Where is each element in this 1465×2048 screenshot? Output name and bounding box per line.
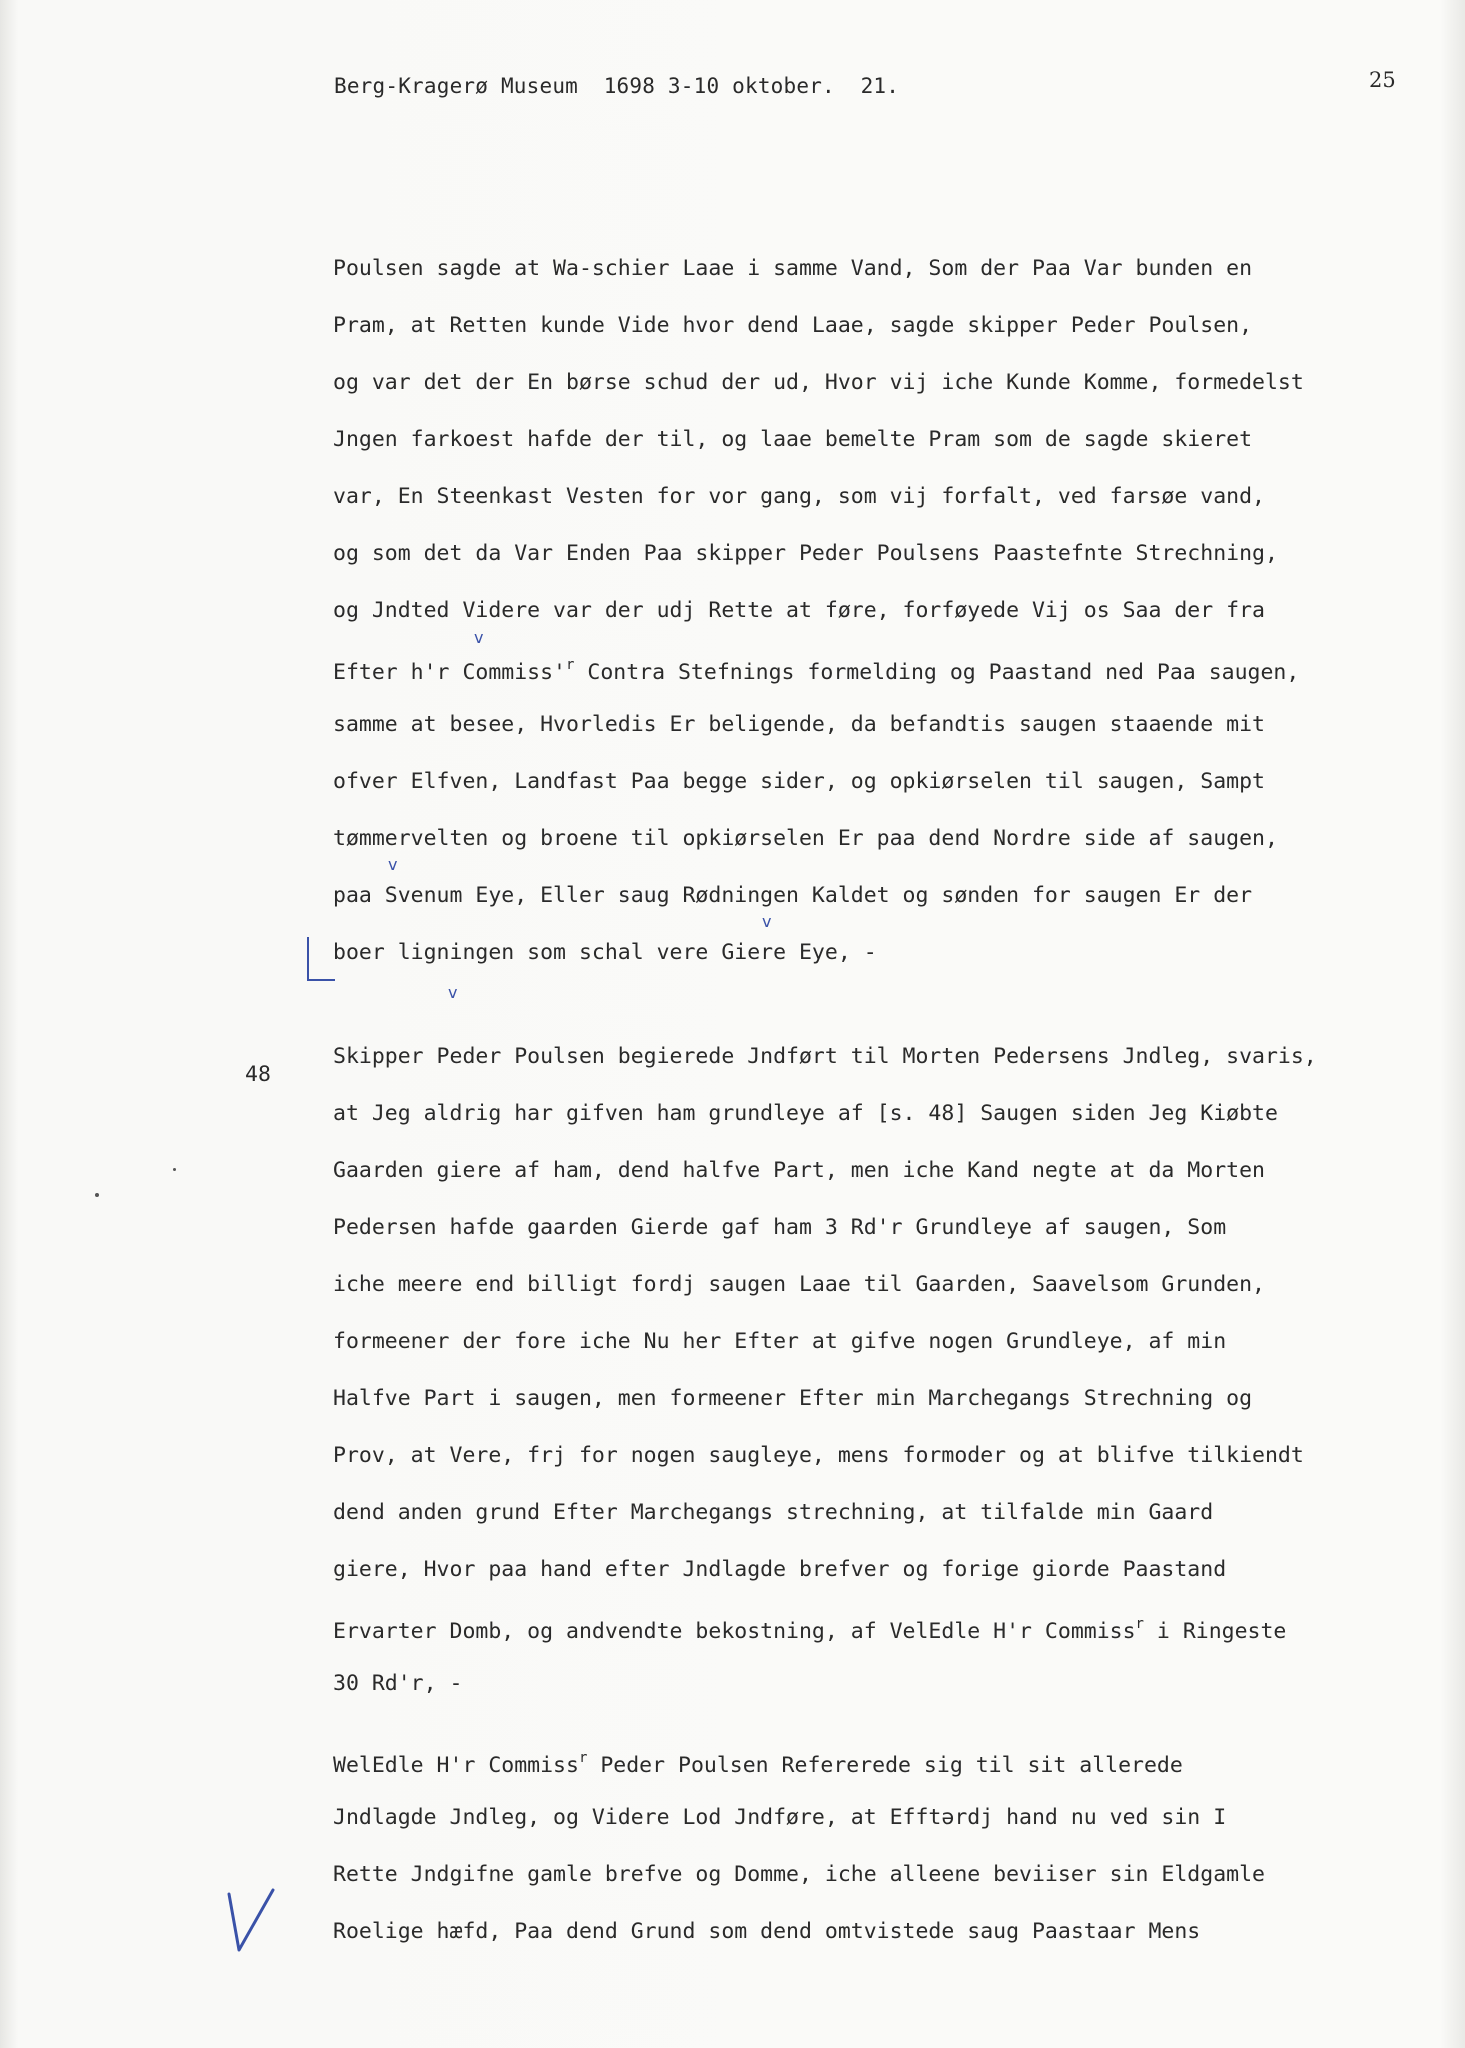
margin-page-reference: 48 bbox=[245, 1062, 271, 1087]
text-line: tømmervelten og broene til opkiørselen Er paa dend Nordre side af saugen, bbox=[333, 826, 1278, 851]
page-number: 25 bbox=[1369, 68, 1396, 92]
check-mark-icon: v bbox=[448, 983, 458, 1002]
text-line: formeener der fore iche Nu her Efter at gifve nogen Grundleye, af min bbox=[333, 1329, 1227, 1354]
text-line: Gaarden giere af ham, dend halfve Part, men iche Kand negte at da Morten bbox=[333, 1158, 1265, 1183]
text-line: paa Svenum Eye, Eller saug Rødningen Kaldet og sønden for saugen Er der bbox=[333, 883, 1253, 908]
text-line: Jndlagde Jndleg, og Videre Lod Jndføre, at Efftərdj hand nu ved sin I bbox=[333, 1805, 1227, 1830]
text-line bbox=[333, 1732, 1433, 1789]
text-line: dend anden grund Efter Marchegangs strechning, at tilfalde min Gaard bbox=[333, 1500, 1214, 1525]
superscript: r bbox=[566, 657, 575, 673]
superscript: r bbox=[1135, 1616, 1144, 1632]
text-segment: Ervarter Domb, og andvendte bekostning, af VelEdle H'r Commiss bbox=[333, 1619, 1136, 1645]
text-line: samme at besee, Hvorledis Er beligende, da befandtis saugen staaende mit bbox=[333, 712, 1265, 737]
text-line: Poulsen sagde at Wa-schier Laae i samme Vand, Som der Paa Var bunden en bbox=[333, 256, 1253, 281]
text-line: Roelige hæfd, Paa dend Grund som dend omtvistede saug Paastaar Mens bbox=[333, 1919, 1201, 1944]
text-line: Halfve Part i saugen, men formeener Efter min Marchegangs Strechning og bbox=[333, 1386, 1253, 1411]
speck bbox=[173, 1168, 176, 1171]
speck bbox=[95, 1193, 99, 1197]
text-line: giere, Hvor paa hand efter Jndlagde brefver og forige giorde Paastand bbox=[333, 1557, 1227, 1582]
text-line: Rette Jndgifne gamle brefve og Domme, iche alleene beviiser sin Eldgamle bbox=[333, 1862, 1265, 1887]
large-check-icon bbox=[225, 1888, 285, 1958]
check-mark-icon: v bbox=[762, 912, 772, 931]
text-segment: i Ringeste bbox=[1143, 1619, 1287, 1645]
text-segment: WelEdle H'r Commiss bbox=[333, 1753, 579, 1779]
text-line: og som det da Var Enden Paa skipper Peder Poulsens Paastefnte Strechning, bbox=[333, 541, 1278, 566]
margin-bracket-icon bbox=[307, 937, 335, 981]
superscript: r bbox=[578, 1750, 588, 1766]
text-segment: Contra Stefnings formelding og Paastand ned Paa saugen, bbox=[574, 660, 1300, 686]
text-line: boer ligningen som schal vere Giere Eye, - bbox=[333, 940, 877, 965]
archive-citation: Berg-Kragerø Museum 1698 3-10 oktober. 21. bbox=[334, 74, 900, 98]
text-line: Pram, at Retten kunde Vide hvor dend Laae, sagde skipper Peder Poulsen, bbox=[333, 313, 1253, 338]
text-line: var, En Steenkast Vesten for vor gang, som vij forfalt, ved farsøe vand, bbox=[333, 484, 1265, 509]
text-line: Skipper Peder Poulsen begierede Jndført til Morten Pedersens Jndleg, svaris, bbox=[333, 1044, 1317, 1069]
check-mark-icon: v bbox=[474, 628, 484, 647]
text-line: Pedersen hafde gaarden Gierde gaf ham 3 Rd'r Grundleye af saugen, Som bbox=[333, 1215, 1227, 1240]
text-line: og Jndted Videre var der udj Rette at føre, forføyede Vij os Saa der fra bbox=[333, 598, 1265, 623]
text-line: Jngen farkoest hafde der til, og laae bemelte Pram som de sagde skieret bbox=[333, 427, 1253, 452]
check-mark-icon: v bbox=[388, 855, 398, 874]
text-line: iche meere end billigt fordj saugen Laae til Gaarden, Saavelsom Grunden, bbox=[333, 1272, 1265, 1297]
text-line bbox=[333, 1598, 1433, 1655]
text-line: ofver Elfven, Landfast Paa begge sider, og opkiørselen til saugen, Sampt bbox=[333, 769, 1265, 794]
transcription-body bbox=[333, 240, 1433, 1960]
text-line: at Jeg aldrig har gifven ham grundleye af [s. 48] Saugen siden Jeg Kiøbte bbox=[333, 1101, 1278, 1126]
text-line: Prov, at Vere, frj for nogen saugleye, mens formoder og at blifve tilkiendt bbox=[333, 1443, 1304, 1468]
text-line: 30 Rd'r, - bbox=[333, 1671, 463, 1696]
text-line bbox=[333, 639, 1433, 696]
text-segment: Peder Poulsen Refererede sig til sit allerede bbox=[587, 1753, 1183, 1779]
text-line: og var det der En børse schud der ud, Hvor vij iche Kunde Komme, formedelst bbox=[333, 370, 1304, 395]
text-segment: Efter h'r Commiss' bbox=[333, 660, 566, 686]
